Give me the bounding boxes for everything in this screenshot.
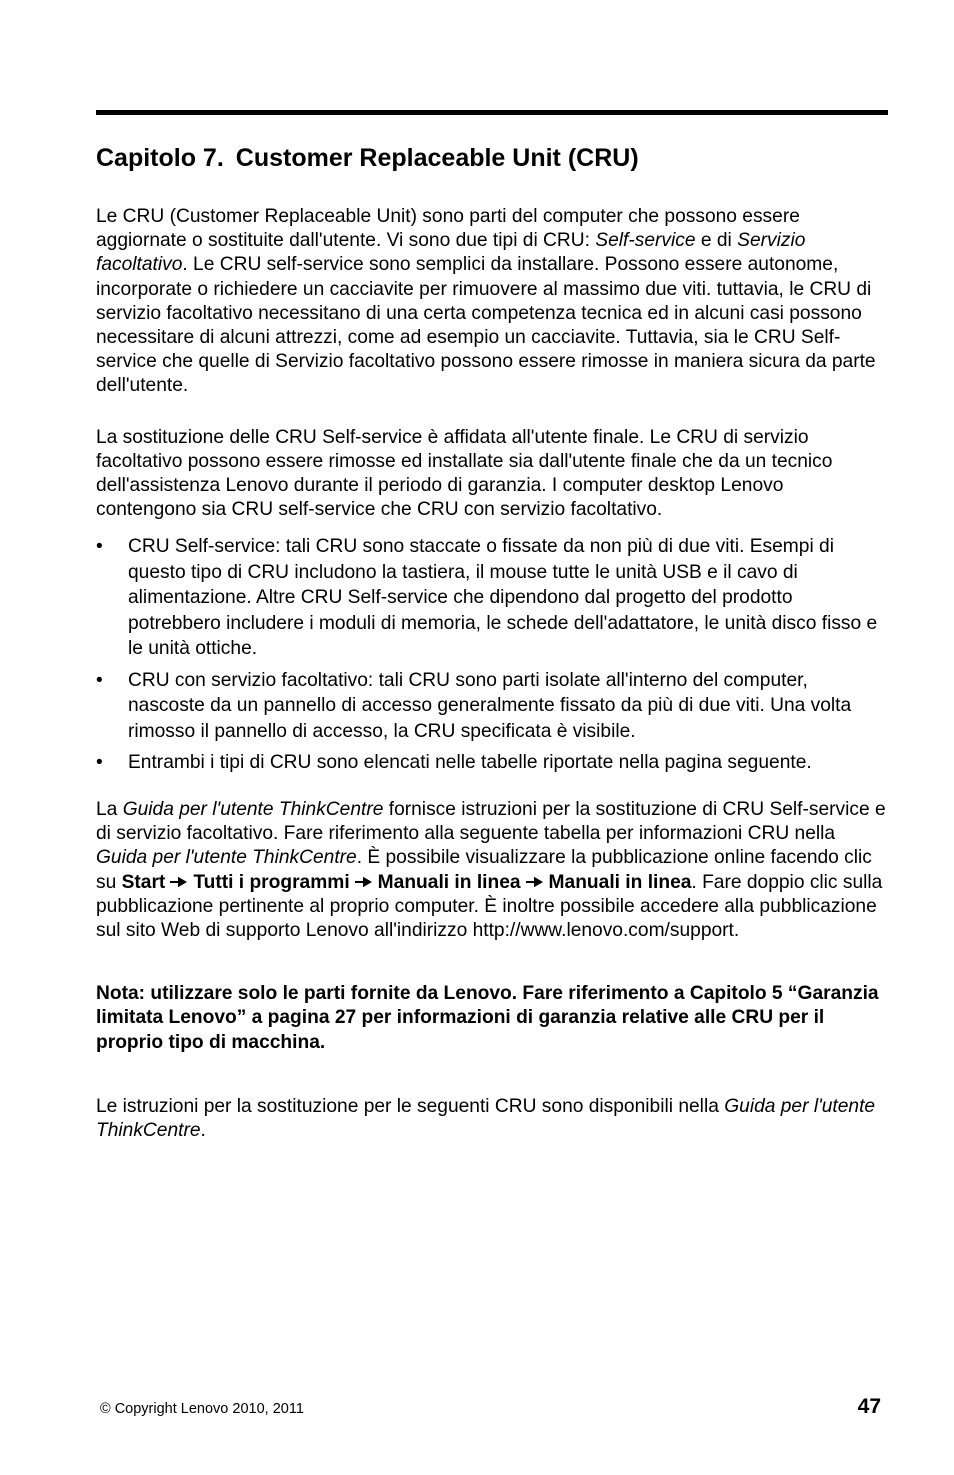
instructions-paragraph bbox=[96, 1095, 888, 1143]
menu-path-start: Start bbox=[121, 871, 166, 893]
text-run: e di bbox=[695, 230, 738, 252]
replacement-paragraph: La sostituzione delle CRU Self-service è affidata all'utente finale. Le CRU di servizio facoltativo possono essere rimosse ed installate sia dall'utente finale che da un tecnico dell'assistenza Lenovo durante il periodo di garanzia. I computer desktop Lenovo contengono sia CRU self-service che CRU con servizio facoltativo. bbox=[96, 426, 833, 521]
bullet-icon: • bbox=[96, 536, 103, 558]
text-run: . Le CRU self-service sono semplici da installare. Possono essere autonome, incorporate o richiedere un cacciavite per rimuovere al massimo due viti. tuttavia, le CRU di servizio facoltativo necessitano di una certa competenza tecnica ed in alcuni casi possono necessitare di alcuni attrezzi, come ad esempio un cacciavite. Tuttavia, sia le CRU Self-service che quelle di Servizio facoltativo possono essere rimosse in maniera sicura da parte dell'utente. bbox=[96, 254, 876, 397]
list-item-text: CRU Self-service: tali CRU sono staccate o fissate da non più di due viti. Esempi di questo tipo di CRU includono la tastiera, il mouse tutte le unità USB e il cavo di alimentazione. Altre CRU Self-service che dipendono dal progetto del prodotto potrebbero includere i moduli di memoria, le schede dell'adattatore, le unità disco fisso e le unità ottiche. bbox=[128, 536, 878, 660]
text-run: La bbox=[96, 798, 123, 820]
list-item-text: CRU con servizio facoltativo: tali CRU sono parti isolate all'interno del computer, nascoste da un pannello di accesso generalmente fissato da più di due viti. Una volta rimosso il pannello di accesso, la CRU specificata è visibile. bbox=[128, 669, 852, 742]
text-run: Le istruzioni per la sostituzione per le seguenti CRU sono disponibili nella bbox=[96, 1095, 725, 1117]
header-rule bbox=[96, 110, 888, 115]
text-run: Le CRU (Customer Replaceable Unit) sono parti del computer che possono essere aggiornate o sostituite dall'utente. Vi sono due tipi di CRU: bbox=[96, 206, 800, 252]
arrow-right-icon bbox=[525, 877, 545, 887]
chapter-title-text: Customer Replaceable Unit (CRU) bbox=[235, 144, 639, 172]
chapter-number: Capitolo 7. bbox=[96, 144, 224, 172]
emphasis-guide-title: Guida per l'utente ThinkCentre bbox=[96, 1095, 876, 1141]
emphasis-guide-title: Guida per l'utente ThinkCentre bbox=[96, 847, 357, 869]
note-paragraph: Nota: utilizzare solo le parti fornite da Lenovo. Fare riferimento a Capitolo 5 “Garanzia limitata Lenovo” a pagina 27 per informazioni di garanzia relative alle CRU per il proprio tipo di macchina. bbox=[96, 983, 879, 1053]
intro-paragraph bbox=[96, 205, 888, 399]
bullet-icon: • bbox=[96, 752, 103, 774]
chapter-title bbox=[96, 142, 888, 174]
menu-path-manuals-item: Manuali in linea bbox=[548, 871, 692, 893]
copyright-notice: © Copyright Lenovo 2010, 2011 bbox=[100, 1401, 304, 1417]
page-content bbox=[96, 205, 888, 1143]
text-run: . bbox=[200, 1119, 206, 1141]
bullet-icon: • bbox=[96, 669, 103, 691]
list-item-text: Entrambi i tipi di CRU sono elencati nelle tabelle riportate nella pagina seguente. bbox=[128, 752, 812, 774]
text-run: . È possibile visualizzare la pubblicazione online facendo clic su bbox=[96, 847, 872, 893]
list-item bbox=[96, 534, 888, 662]
text-run: fornisce istruzioni per la sostituzione di CRU Self-service e di servizio facoltativo. Fare riferimento alla seguente tabella per informazioni CRU nella bbox=[96, 798, 886, 845]
page-number: 47 bbox=[857, 1395, 881, 1418]
arrow-right-icon bbox=[169, 877, 189, 887]
guide-paragraph bbox=[96, 798, 888, 943]
arrow-right-icon bbox=[354, 877, 374, 887]
menu-path-manuals-folder: Manuali in linea bbox=[377, 871, 521, 893]
text-run: . Fare doppio clic sulla pubblicazione pertinente al proprio computer. È inoltre possibile accedere alla pubblicazione sul sito Web di supporto Lenovo all'indirizzo http://www.lenovo.com/support. bbox=[96, 871, 883, 941]
list-item bbox=[96, 668, 888, 745]
emphasis-guide-title: Guida per l'utente ThinkCentre bbox=[122, 798, 384, 820]
emphasis-servizio-facoltativo: Servizio facoltativo bbox=[96, 230, 806, 276]
cru-type-list bbox=[96, 534, 888, 776]
emphasis-self-service: Self-service bbox=[595, 230, 696, 252]
menu-path-programs: Tutti i programmi bbox=[193, 871, 350, 893]
list-item bbox=[96, 750, 888, 776]
